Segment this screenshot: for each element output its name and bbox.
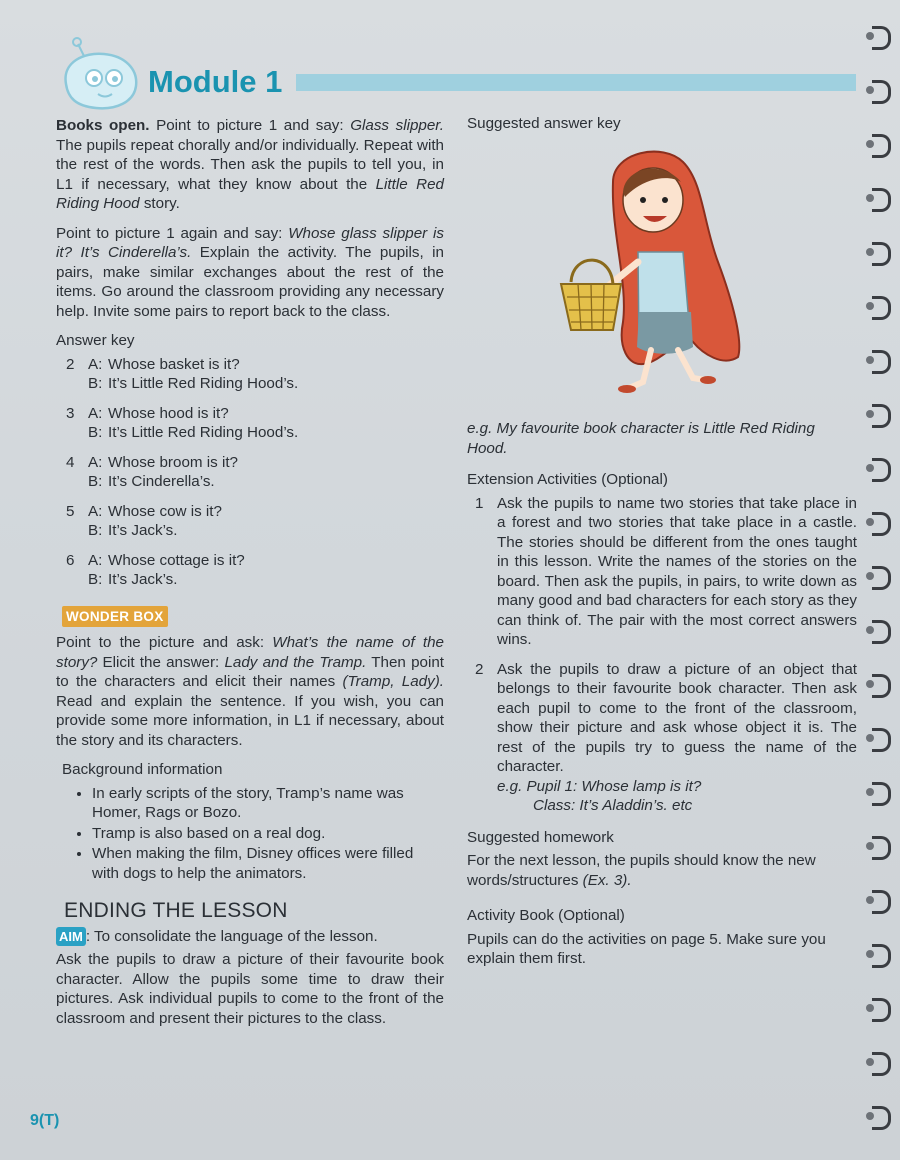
answer-text: It’s Jack’s. — [108, 571, 178, 588]
robot-mascot-icon — [56, 34, 144, 116]
spiral-coil — [872, 996, 894, 1022]
italic-text: What’s the name of the story? — [56, 634, 444, 671]
lead-books-open: Books open. — [56, 117, 150, 134]
text: Point to the picture and ask: — [56, 634, 273, 651]
spiral-coil — [872, 510, 894, 536]
text: For the next lesson, the pupils should know the new words/structures — [467, 852, 816, 889]
spiral-coil — [872, 834, 894, 860]
spiral-coil — [872, 942, 894, 968]
answer-text: It’s Cinderella’s. — [108, 473, 215, 490]
answer-key-heading: Answer key — [56, 332, 135, 349]
text: The pupils repeat chorally and/or individually. Repeat with the rest of the words. Then ask the pupils to tell you, in L1 if necessary, what they know about the — [56, 136, 444, 193]
answer-key-item — [66, 453, 444, 492]
activity-book-heading: Activity Book (Optional) — [467, 907, 625, 924]
italic-text: Glass slipper. — [350, 117, 444, 134]
module-title: Module 1 — [148, 64, 283, 99]
paragraph-books-open — [56, 116, 444, 214]
example-line: Class: It’s Aladdin’s. etc — [533, 797, 693, 814]
paragraph-ending: Ask the pupils to draw a picture of their favourite book character. Allow the pupils some time to draw their pictures. Ask individual pupils to come to the front of the classroom and present their pictures to the class. — [56, 951, 444, 1027]
speaker-a-label: A: — [88, 453, 103, 471]
item-number: 3 — [66, 404, 75, 422]
answer-key-list — [56, 355, 444, 590]
answer-text: It’s Little Red Riding Hood’s. — [108, 375, 299, 392]
italic-text: (Ex. 3). — [582, 871, 632, 889]
question-text: Whose cow is it? — [108, 502, 222, 520]
list-item: • Tramp is also based on a real dog. — [92, 824, 444, 844]
question-text: Whose broom is it? — [108, 453, 238, 471]
module-header — [56, 34, 856, 114]
speaker-a-label: A: — [88, 502, 103, 520]
question-text: Whose hood is it? — [108, 404, 229, 422]
spiral-coil — [872, 888, 894, 914]
text: Point to picture 1 again and say: — [56, 224, 289, 242]
left-column — [56, 116, 444, 1038]
homework-text — [467, 851, 857, 890]
right-column — [467, 114, 857, 979]
paragraph-wonder-box — [56, 633, 444, 750]
spiral-coil — [872, 1050, 894, 1076]
item-number: 2 — [475, 660, 484, 678]
spiral-coil — [872, 78, 894, 104]
question-text: Whose cottage is it? — [108, 551, 245, 569]
list-item: • In early scripts of the story, Tramp’s name was Homer, Rags or Bozo. — [92, 784, 444, 823]
background-heading: Background information — [62, 761, 223, 778]
text: Then point to the characters and elicit their names — [56, 653, 444, 690]
italic-text: (Tramp, Lady). — [342, 673, 444, 690]
answer-key-item — [66, 551, 444, 590]
little-red-riding-hood-illustration — [543, 142, 763, 412]
background-list — [68, 784, 444, 884]
aim-text: : To consolidate the language of the lesson. — [85, 927, 378, 945]
example-text: e.g. My favourite book character is Little Red Riding Hood. — [467, 420, 815, 457]
answer-text: It’s Jack’s. — [108, 522, 178, 539]
spiral-coil — [872, 564, 894, 590]
speaker-b-label: B: — [88, 375, 103, 392]
item-text: Ask the pupils to draw a picture of an object that belongs to their favourite book character. Then ask each pupil to come to the front of the classroom, show their picture and ask whose object it is. The rest of the pupils try to guess the name of the character. — [497, 660, 857, 775]
spiral-coil — [872, 348, 894, 374]
italic-text: Lady and the Tramp. — [224, 653, 367, 671]
italic-text: Whose glass slipper is it? It’s Cinderella’s. — [56, 224, 444, 261]
text: Elicit the answer: — [97, 653, 225, 671]
extension-heading: Extension Activities (Optional) — [467, 471, 668, 488]
spiral-coil — [872, 726, 894, 752]
spiral-coil — [872, 1104, 894, 1130]
speaker-b-label: B: — [88, 522, 103, 539]
title-bar — [296, 74, 856, 91]
list-item — [467, 494, 857, 650]
italic-text: Little Red Riding Hood — [56, 175, 444, 212]
aim-badge: AIM — [56, 927, 86, 947]
spiral-coil — [872, 240, 894, 266]
answer-key-item — [66, 502, 444, 541]
item-number: 5 — [66, 502, 75, 520]
page-number: 9(T) — [30, 1112, 60, 1129]
spiral-coil — [872, 132, 894, 158]
activity-book-text: Pupils can do the activities on page 5. Make sure you explain them first. — [467, 930, 826, 967]
item-number: 1 — [475, 494, 484, 512]
spiral-coil — [872, 780, 894, 806]
text: Read and explain the sentence. If you wish, you can provide some more information, in L1 if necessary, about the story and its characters. — [56, 692, 444, 749]
question-text: Whose basket is it? — [108, 355, 240, 373]
example-dialogue — [497, 777, 857, 816]
text: Point to picture 1 and say: — [149, 117, 351, 134]
homework-heading: Suggested homework — [467, 828, 614, 846]
answer-key-item — [66, 404, 444, 443]
suggested-answer-heading: Suggested answer key — [467, 115, 621, 132]
spiral-coil — [872, 672, 894, 698]
item-text: Ask the pupils to name two stories that take place in a forest and two stories that take place in a castle. The stories should be different from the ones taught in this lesson. Write the names of the stories on the board. Then ask the pupils, in pairs, to write down as many good and bad characters for each story as they can think of. The pair with the most correct answers wins. — [497, 494, 857, 648]
speaker-a-label: A: — [88, 355, 103, 373]
spiral-coil — [872, 618, 894, 644]
answer-key-item — [66, 355, 444, 394]
example-sentence — [467, 419, 857, 458]
spiral-coil — [872, 456, 894, 482]
spiral-coil — [872, 294, 894, 320]
spiral-coil — [872, 402, 894, 428]
item-number: 2 — [66, 355, 75, 373]
wonder-box-badge: WONDER BOX — [62, 606, 168, 628]
list-item: • When making the film, Disney offices were filled with dogs to help the animators. — [92, 844, 444, 883]
aim-line — [56, 927, 444, 947]
speaker-b-label: B: — [88, 571, 103, 588]
speaker-a-label: A: — [88, 551, 103, 569]
answer-text: It’s Little Red Riding Hood’s. — [108, 424, 299, 441]
list-item — [467, 660, 857, 777]
text: Explain the activity. The pupils, in pairs, make similar exchanges about the rest of the items. Go around the classroom providing any necessary help. Invite some pairs to report back to the class. — [56, 244, 444, 320]
speaker-b-label: B: — [88, 473, 103, 490]
item-number: 6 — [66, 551, 75, 569]
item-number: 4 — [66, 453, 75, 471]
paragraph-point-again — [56, 224, 444, 322]
speaker-b-label: B: — [88, 424, 103, 441]
speaker-a-label: A: — [88, 404, 103, 422]
example-line: e.g. Pupil 1: Whose lamp is it? — [497, 777, 702, 795]
spiral-coil — [872, 186, 894, 212]
ending-heading: ENDING THE LESSON — [64, 899, 288, 922]
spiral-coil — [872, 24, 894, 50]
spiral-binding — [866, 0, 900, 1160]
text: story. — [139, 195, 180, 212]
